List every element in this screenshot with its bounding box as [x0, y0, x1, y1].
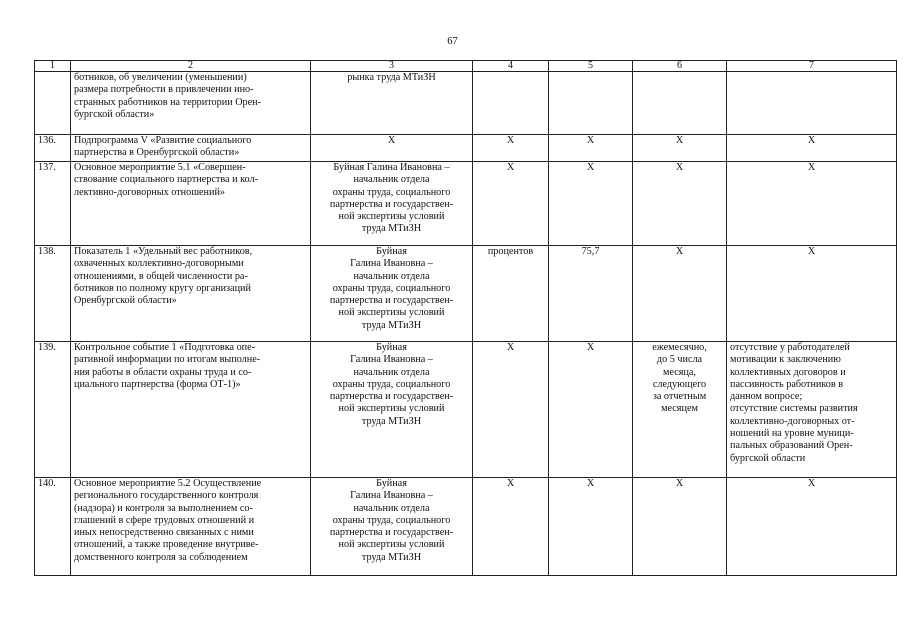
- table-row: [35, 342, 897, 478]
- column-number: 2: [71, 61, 311, 72]
- column-number: 7: [727, 61, 897, 72]
- table-row: [35, 246, 897, 342]
- row-risks: Х: [727, 478, 897, 576]
- row-responsible: рынка труда МТиЗН: [311, 72, 473, 135]
- row-name: Основное мероприятие 5.1 «Совершен- ствование социального партнерства и кол- лективно-договорных отношений»: [71, 162, 311, 246]
- row-number: 136.: [35, 135, 71, 162]
- row-risks: отсутствие у работодателей мотивации к заключению коллективных договоров и пассивность работников в данном вопросе; отсутствие системы развития коллективно-договорных от- ношений на уровне муници- пальных образований Орен- бургской области: [727, 342, 897, 478]
- row-responsible: Буйная Галина Ивановна – начальник отдела охраны труда, социального партнерства и государствен- ной экспертизы условий труда МТиЗН: [311, 478, 473, 576]
- row-name: Контрольное событие 1 «Подготовка опе- ративной информации по итогам выполне- ния работы в области охраны труда и со- циального партнерства (форма ОТ-1)»: [71, 342, 311, 478]
- row-number: 138.: [35, 246, 71, 342]
- row-deadline: Х: [633, 478, 727, 576]
- table-row: [35, 162, 897, 246]
- table-row: [35, 135, 897, 162]
- row-number: 140.: [35, 478, 71, 576]
- row-deadline: [633, 72, 727, 135]
- row-name: ботников, об увеличении (уменьшении) размера потребности в привлечении ино- странных работников на территории Орен- бургской области»: [71, 72, 311, 135]
- row-risks: Х: [727, 135, 897, 162]
- row-value: [549, 72, 633, 135]
- column-number: 4: [473, 61, 549, 72]
- program-table: [34, 60, 897, 576]
- row-responsible: Буйная Галина Ивановна – начальник отдела охраны труда, социального партнерства и государствен- ной экспертизы условий труда МТиЗН: [311, 342, 473, 478]
- row-unit: Х: [473, 342, 549, 478]
- row-responsible: Х: [311, 135, 473, 162]
- page-number: 67: [447, 36, 458, 47]
- row-unit: [473, 72, 549, 135]
- row-unit: Х: [473, 162, 549, 246]
- row-responsible: Буйная Галина Ивановна – начальник отдела охраны труда, социального партнерства и государствен- ной экспертизы условий труда МТиЗН: [311, 246, 473, 342]
- row-value: 75,7: [549, 246, 633, 342]
- row-unit: процентов: [473, 246, 549, 342]
- row-unit: Х: [473, 478, 549, 576]
- row-value: Х: [549, 135, 633, 162]
- row-number: 139.: [35, 342, 71, 478]
- row-name: Подпрограмма V «Развитие социального партнерства в Оренбургской области»: [71, 135, 311, 162]
- row-number: [35, 72, 71, 135]
- row-value: Х: [549, 342, 633, 478]
- row-name: Показатель 1 «Удельный вес работников, охваченных коллективно-договорными отношениями, в общей численности ра- ботников по полному кругу организаций Оренбургской области»: [71, 246, 311, 342]
- row-value: Х: [549, 478, 633, 576]
- row-name: Основное мероприятие 5.2 Осуществление регионального государственного контроля (надзора) и контроля за выполнением со- глашений в сфере трудовых отношений и иных непосредственно связанных с ними отношений, а также проведение внутриве- домственного контроля за соблюдением: [71, 478, 311, 576]
- row-deadline: Х: [633, 162, 727, 246]
- row-risks: [727, 72, 897, 135]
- column-number: 1: [35, 61, 71, 72]
- table-row: [35, 72, 897, 135]
- table-row: [35, 478, 897, 576]
- row-unit: Х: [473, 135, 549, 162]
- row-deadline: ежемесячно, до 5 числа месяца, следующего за отчетным месяцем: [633, 342, 727, 478]
- column-number: 6: [633, 61, 727, 72]
- row-deadline: Х: [633, 135, 727, 162]
- row-risks: Х: [727, 162, 897, 246]
- column-number-row: [35, 61, 897, 72]
- column-number: 3: [311, 61, 473, 72]
- row-responsible: Буйная Галина Ивановна – начальник отдела охраны труда, социального партнерства и государствен- ной экспертизы условий труда МТиЗН: [311, 162, 473, 246]
- row-value: Х: [549, 162, 633, 246]
- column-number: 5: [549, 61, 633, 72]
- row-number: 137.: [35, 162, 71, 246]
- row-risks: Х: [727, 246, 897, 342]
- row-deadline: Х: [633, 246, 727, 342]
